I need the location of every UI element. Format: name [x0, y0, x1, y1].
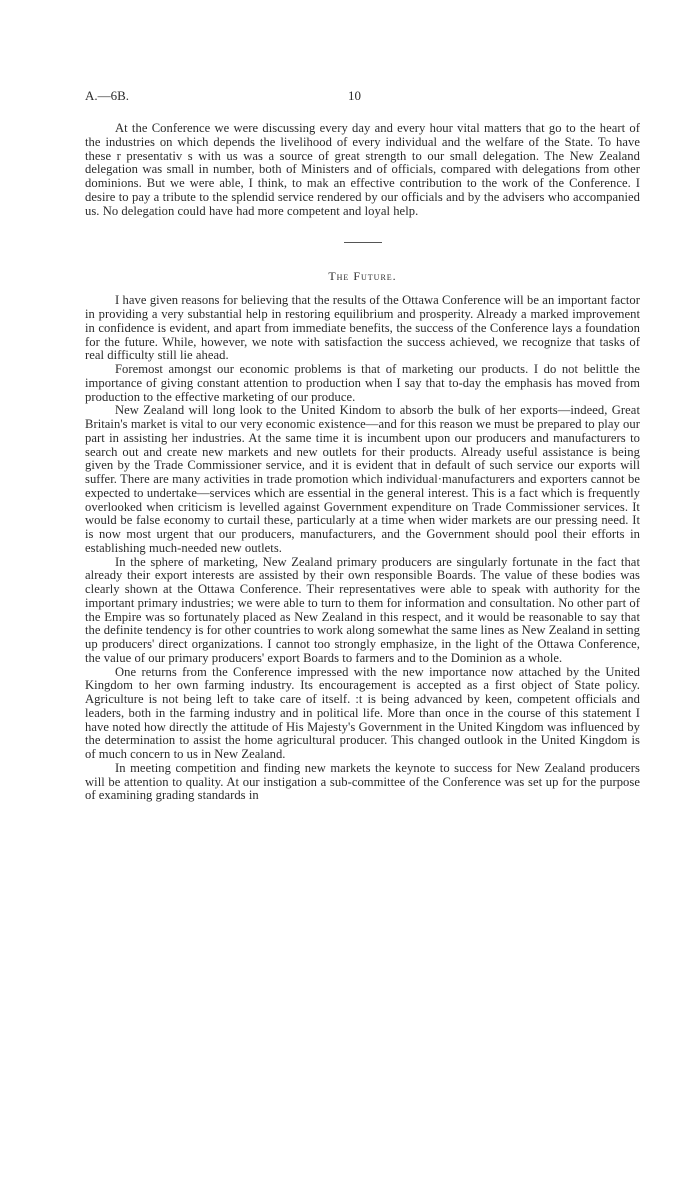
- body-paragraph: In meeting competition and finding new markets the keynote to success for New Zealand producers will be attention to quality. At our instigation a sub-committee of the Conference was set up for the purpose of examining grading standards in: [85, 760, 640, 803]
- section-divider: [344, 242, 382, 243]
- body-paragraph: Foremost amongst our economic problems is that of marketing our products. I do not belittle the importance of giving constant attention to production when I say that to-day the emphasis has moved from production to the effective marketing of our produce.: [85, 362, 640, 404]
- page-number: 10: [348, 88, 361, 103]
- page-header: [85, 88, 640, 108]
- intro-paragraph: At the Conference we were discussing every day and every hour vital matters that go to the heart of the industries on which depends the livelihood of every individual and the welfare of the State. To have these r presentativ s with us was a source of great strength to our small delegation. The New Zealand delegation was small in number, both of Ministers and of officials, compared with delegations from other dominions. But we were able, I think, to mak an effective contribution to the work of the Conference. I desire to pay a tribute to the splendid service rendered by our officials and by the advisers who accompanied us. No delegation could have had more competent and loyal help.: [85, 121, 640, 218]
- body-paragraph: In the sphere of marketing, New Zealand primary producers are singularly fortunate in the fact that already their export interests are assisted by their own responsible Boards. The value of these bodies was clearly shown at the Ottawa Conference. Their representatives were able to speak with authority for the important primary industries; we were able to turn to them for information and consultation. No other part of the Empire was so fortunately placed as New Zealand in this respect, and it would be reasonable to say that the definite tendency is for other countries to work along somewhat the same lines as New Zealand in setting up producers' direct organizations. I cannot too strongly emphasize, in the light of the Ottawa Conference, the value of our primary producers' export Boards to farmers and to the Dominion as a whole.: [85, 554, 640, 665]
- document-reference: A.—6B.: [85, 88, 130, 103]
- body-paragraph: New Zealand will long look to the United Kindom to absorb the bulk of her exports—indeed, Great Britain's market is vital to our very economic existence—and for this reason we must be prepared to play our part in assisting her industries. At the same time it is incumbent upon our producers and manufacturers to search out and create new markets and new outlets for their products. Already useful assistance is being given by the Trade Commissioner service, and it is evident that in default of such service our exports will suffer. There are many activities in trade promotion which individual·manufacturers and exporters cannot be expected to undertake—services which are essential in the general interest. This is a fact which is frequently overlooked when criticism is levelled against Government expenditure on Trade Commissioner services. It would be false economy to curtail these, particularly at a time when wider markets are our pressing need. It is now most urgent that our producers, manufacturers, and the Government should pool their efforts in establishing much-needed new outlets.: [85, 403, 640, 555]
- document-page: [85, 88, 640, 803]
- body-paragraph: I have given reasons for believing that the results of the Ottawa Conference will be an important factor in providing a very substantial help in restoring equilibrium and prosperity. Already a marked improvement in confidence is evident, and apart from immediate benefits, the success of the Conference lays a foundation for the future. While, however, we note with satisfaction the success achieved, we recognize that tasks of real difficulty still lie ahead.: [85, 293, 640, 363]
- body-paragraph: One returns from the Conference impressed with the new importance now attached by the United Kingdom to her own farming industry. Its encouragement is accepted as a first object of State policy. Agriculture is not being left to take care of itself. :t is being advanced by keen, competent officials and leaders, both in the farming industry and in political life. More than once in the course of this statement I have noted how directly the attitude of His Majesty's Government in the United Kingdom was influenced by the determination to assist the home agricultural producer. This changed outlook in the United Kingdom is of much concern to us in New Zealand.: [85, 664, 640, 761]
- section-title: The Future.: [328, 269, 397, 284]
